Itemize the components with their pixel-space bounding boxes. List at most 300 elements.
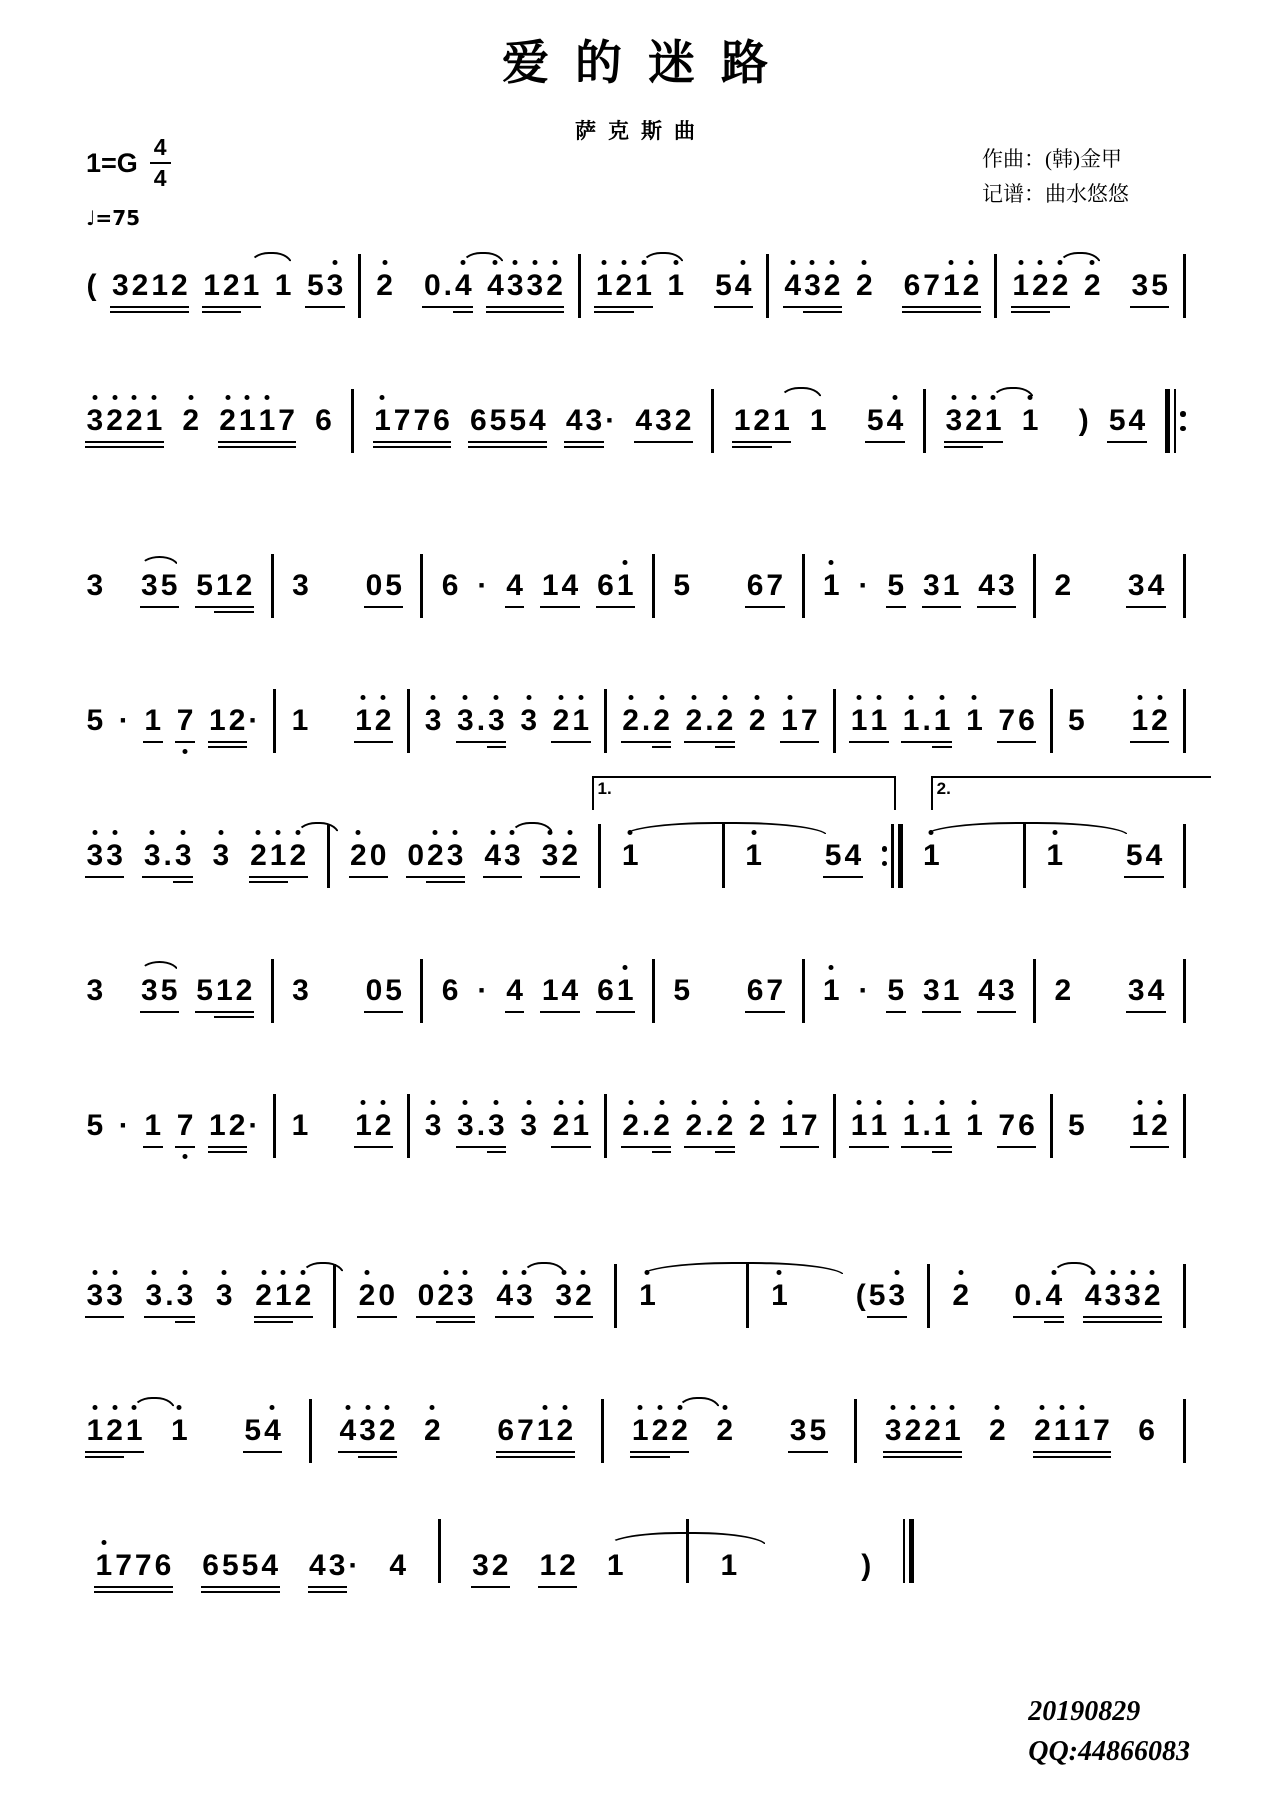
note-group <box>770 1279 790 1313</box>
note-char: 5 <box>809 1414 827 1447</box>
note-group <box>483 839 522 873</box>
octave-dot-high <box>628 695 633 700</box>
note-char: 1 <box>634 269 654 303</box>
note-char: 3 <box>423 704 443 738</box>
note-char: 3 <box>144 1279 164 1313</box>
note-group <box>1033 1414 1112 1448</box>
note-group <box>495 1279 534 1313</box>
note-char: 2 <box>1150 1109 1170 1143</box>
octave-dot-high <box>177 1405 182 1410</box>
note-char: 3 <box>111 269 129 302</box>
octave-dot-high <box>657 1405 662 1410</box>
dash-rest <box>338 1109 341 1143</box>
note-char: 6 <box>441 974 459 1007</box>
note-group <box>181 404 201 438</box>
note-group <box>326 569 329 603</box>
note-group <box>865 404 904 438</box>
octave-dot-high <box>972 1100 977 1105</box>
dash-rest <box>798 1549 801 1583</box>
note-char: 3 <box>554 1279 574 1313</box>
note-char: 2 <box>357 1279 377 1313</box>
bar-stroke <box>652 959 655 1023</box>
note-group <box>672 569 692 603</box>
note-group <box>997 704 1036 738</box>
tie-arc <box>640 1262 845 1276</box>
barline-single <box>420 959 423 1023</box>
octave-dot-high <box>930 1405 935 1410</box>
dash-rest <box>121 974 124 1008</box>
note-char: 6 <box>202 1549 219 1582</box>
note-group <box>788 1414 827 1448</box>
note-group <box>291 569 311 603</box>
octave-dot-high <box>256 830 261 835</box>
note-char: 2 <box>377 1414 397 1448</box>
note-char: · <box>248 1109 259 1142</box>
dash-rest <box>1103 839 1106 873</box>
note-char: 3 <box>445 839 465 873</box>
note-char: 1 <box>869 704 889 738</box>
octave-dot-high <box>276 830 281 835</box>
dash-rest <box>677 1279 680 1313</box>
note-group <box>423 704 443 738</box>
note-char: 1 <box>144 704 162 737</box>
note-char: 5 <box>160 569 178 602</box>
note-group <box>1126 974 1165 1008</box>
note-char: 5 <box>86 704 104 737</box>
note-char: 1 <box>1130 1109 1150 1143</box>
note-char: 1 <box>85 1414 105 1448</box>
octave-dot-high <box>741 260 746 265</box>
note-char: 2 <box>961 269 981 303</box>
octave-dot-high <box>971 395 976 400</box>
octave-dot-high <box>958 1270 963 1275</box>
bar-stroke <box>309 1399 312 1463</box>
parenthesis: ) <box>861 1549 872 1582</box>
note-char: 4 <box>338 1414 358 1448</box>
bar-stroke <box>271 554 274 618</box>
note-char: 5 <box>673 974 690 1007</box>
dash-rest <box>653 1549 656 1583</box>
note-group <box>1083 839 1086 873</box>
note-group <box>965 1109 985 1143</box>
note-group <box>700 839 703 873</box>
barline-single <box>601 1399 604 1463</box>
note-char: 1 <box>144 404 164 438</box>
note-char: 6 <box>1018 704 1035 737</box>
note-group <box>849 1109 888 1143</box>
octave-dot-high <box>92 1270 97 1275</box>
note-char: . <box>476 1109 486 1142</box>
score-line <box>80 764 1192 899</box>
note-char: 1 <box>594 269 614 303</box>
octave-dot-high <box>857 695 862 700</box>
note-char: 2 <box>652 1109 672 1143</box>
barline-single <box>1183 254 1186 318</box>
note-char: 1 <box>821 569 841 603</box>
octave-dot-high <box>151 395 156 400</box>
note-char: 3 <box>1123 1279 1143 1313</box>
note-char: 1 <box>983 404 1003 438</box>
note-group <box>505 974 525 1008</box>
note-char: 1 <box>354 1109 374 1143</box>
octave-dot-high <box>92 1405 97 1410</box>
octave-dot-high <box>225 395 230 400</box>
note-char: 2 <box>560 839 580 873</box>
note-char: 4 <box>1083 1279 1103 1313</box>
barline-single <box>833 1094 836 1158</box>
note-group <box>902 269 981 303</box>
note-char: 1 <box>291 704 309 737</box>
dash-rest <box>338 704 341 738</box>
footer-date: 20190829 <box>1028 1696 1141 1727</box>
note-char: . <box>476 704 486 737</box>
dash-rest <box>726 569 729 603</box>
note-char: 3 <box>423 1109 443 1143</box>
octave-dot-high <box>909 695 914 700</box>
note-char: 1 <box>541 569 559 602</box>
note-char: 1 <box>809 404 827 437</box>
note-char: 4 <box>978 569 995 602</box>
octave-dot-high <box>951 395 956 400</box>
note-group <box>1077 404 1090 438</box>
note-group <box>407 269 410 303</box>
bar-stroke <box>1183 254 1186 318</box>
tie-arc <box>607 1532 767 1546</box>
bar-stroke <box>271 959 274 1023</box>
note-char: 1 <box>535 1414 555 1448</box>
note-group <box>1053 569 1073 603</box>
note-group <box>887 269 890 303</box>
note-group <box>406 839 465 873</box>
tie-arc <box>510 822 554 836</box>
note-group <box>1083 1279 1162 1313</box>
bar-stroke <box>407 689 410 753</box>
note-char: 2 <box>674 404 692 437</box>
dash-rest <box>1115 269 1118 303</box>
octave-dot-high <box>132 395 137 400</box>
octave-dot-high <box>810 260 815 265</box>
note-group <box>620 839 640 873</box>
tie-arc <box>1052 1262 1096 1276</box>
octave-dot-high <box>830 260 835 265</box>
octave-dot-high <box>1130 1270 1135 1275</box>
octave-dot-high <box>581 1270 586 1275</box>
note-char: 2 <box>684 1109 704 1143</box>
dash-rest <box>1057 404 1060 438</box>
note-group <box>338 704 341 738</box>
note-group <box>1124 839 1163 873</box>
note-char: 7 <box>800 1109 818 1142</box>
note-char: 5 <box>509 404 527 437</box>
bar-stroke <box>358 254 361 318</box>
note-char: 3 <box>525 269 545 303</box>
volta-label: 1. <box>597 779 612 798</box>
note-char: 2 <box>1142 1279 1162 1313</box>
note-char: 2 <box>422 1414 442 1448</box>
note-char: 1 <box>237 404 257 438</box>
note-char: 1 <box>151 269 169 302</box>
note-char: 3 <box>85 1279 105 1313</box>
note-char: 1 <box>922 839 942 873</box>
octave-dot-high <box>494 695 499 700</box>
note-group <box>849 704 888 738</box>
note-group <box>1103 839 1106 873</box>
note-group <box>1099 1109 1102 1143</box>
note-char: . <box>443 269 452 302</box>
bar-stroke <box>273 1094 276 1158</box>
note-group <box>85 404 164 438</box>
note-group <box>767 1549 770 1583</box>
note-char: 1 <box>606 1549 624 1582</box>
octave-dot-high <box>526 695 531 700</box>
barline-single <box>309 1399 312 1463</box>
note-group <box>85 704 105 738</box>
barline-single <box>854 1399 857 1463</box>
note-group <box>977 569 1016 603</box>
tempo-marking: ♩=75 <box>86 206 141 230</box>
barline-single <box>802 554 805 618</box>
note-group <box>732 404 791 438</box>
note-group <box>519 704 539 738</box>
note-char: 6 <box>433 404 450 437</box>
bar-stroke <box>1174 389 1177 453</box>
octave-dot-high <box>940 1100 945 1105</box>
tie-arc <box>991 387 1035 401</box>
note-char: 3 <box>585 404 603 437</box>
note-group <box>901 1109 952 1143</box>
note-char: 3 <box>105 839 125 873</box>
dash-rest <box>698 269 701 303</box>
bar-stroke <box>898 824 903 888</box>
barline-single <box>578 254 581 318</box>
note-char: 1 <box>571 1109 591 1143</box>
note-char: 6 <box>154 1549 172 1582</box>
note-group <box>551 704 590 738</box>
bar-stroke <box>1183 1094 1186 1158</box>
octave-dot-high <box>92 830 97 835</box>
note-char: 1 <box>720 1549 738 1582</box>
note-char: 2 <box>555 1414 575 1448</box>
bar-stroke <box>994 254 997 318</box>
note-char: 5 <box>887 974 905 1007</box>
note-char: . <box>1034 1279 1043 1312</box>
note-group <box>468 1414 471 1448</box>
note-group <box>422 1414 442 1448</box>
note-char: . <box>705 1109 714 1142</box>
barline-single <box>598 824 601 888</box>
note-char: · <box>605 404 616 437</box>
note-group <box>243 1414 282 1448</box>
note-group <box>745 974 784 1008</box>
octave-dot-high <box>972 695 977 700</box>
dash-rest <box>700 1279 703 1313</box>
dash-rest <box>802 839 805 873</box>
note-char: 6 <box>597 974 614 1007</box>
dash-rest <box>781 839 784 873</box>
note-group <box>1011 269 1070 303</box>
note-char: 3 <box>472 1549 489 1582</box>
note-char: 0 <box>369 839 387 872</box>
note-char: 1 <box>539 1549 557 1582</box>
note-group <box>714 269 753 303</box>
repeat-dot <box>1180 411 1186 417</box>
note-char: 1 <box>638 1279 658 1313</box>
note-char: 3 <box>86 974 104 1007</box>
note-char: 5 <box>868 1279 886 1312</box>
dash-rest <box>707 974 710 1008</box>
note-group <box>476 569 489 603</box>
note-group <box>854 1279 906 1313</box>
tie-arc <box>1058 252 1102 266</box>
note-char: 2 <box>670 1414 690 1448</box>
note-char: 6 <box>469 404 487 437</box>
dash-rest <box>959 839 962 873</box>
note-char: 5 <box>1151 269 1168 302</box>
note-char: · <box>118 1109 129 1142</box>
note-char: 4 <box>565 404 583 437</box>
note-group <box>208 704 260 738</box>
note-char: 3 <box>292 974 309 1007</box>
note-char: 1 <box>215 974 233 1007</box>
tie-arc <box>461 252 505 266</box>
octave-dot-high <box>361 695 366 700</box>
octave-dot-high <box>1110 1270 1115 1275</box>
note-group <box>305 269 344 303</box>
note-char: 5 <box>196 569 213 602</box>
bar-stroke <box>1183 1264 1186 1328</box>
note-group <box>965 704 985 738</box>
note-char: 4 <box>733 269 753 303</box>
note-char: 1 <box>849 1109 869 1143</box>
octave-dot-high <box>361 1100 366 1105</box>
octave-dot-high <box>857 1100 862 1105</box>
note-char: 7 <box>517 1414 534 1447</box>
note-char: 3 <box>358 1414 378 1448</box>
note-char: 1 <box>124 1414 144 1448</box>
note-char: 2 <box>551 704 571 738</box>
bar-stroke <box>614 1264 617 1328</box>
note-group <box>496 1414 575 1448</box>
note-char: 4 <box>1128 404 1146 437</box>
note-group <box>364 974 403 1008</box>
note-group <box>456 704 507 738</box>
note-char: 4 <box>506 569 523 602</box>
note-group <box>290 704 310 738</box>
note-char: 2 <box>491 1549 509 1582</box>
dash-rest <box>322 1109 325 1143</box>
note-char: 3 <box>456 1109 476 1143</box>
bar-stroke <box>711 389 714 453</box>
tie-arc <box>623 822 828 836</box>
note-char: 4 <box>495 1279 515 1313</box>
note-group <box>117 1109 130 1143</box>
barline-single <box>1033 959 1036 1023</box>
note-char: . <box>705 704 714 737</box>
octave-dot-low <box>183 1154 188 1159</box>
barline-single <box>1183 554 1186 618</box>
note-char: 3 <box>487 1109 507 1143</box>
footer-qq: QQ:44866083 <box>1028 1736 1190 1767</box>
bar-stroke <box>601 1399 604 1463</box>
octave-dot-high <box>526 1100 531 1105</box>
note-group <box>422 269 473 303</box>
note-char: 6 <box>1138 1414 1155 1447</box>
note-group <box>1107 974 1110 1008</box>
octave-dot-high <box>490 830 495 835</box>
note-group <box>1020 404 1040 438</box>
note-char: . <box>922 704 931 737</box>
note-group <box>845 404 848 438</box>
note-group <box>594 269 653 303</box>
note-group <box>143 704 163 738</box>
dash-rest <box>1001 839 1004 873</box>
barline-single <box>994 254 997 318</box>
note-char: 3 <box>1127 974 1145 1007</box>
note-group <box>195 569 254 603</box>
octave-dot-high <box>431 695 436 700</box>
repeat-dot <box>1180 426 1186 432</box>
note-char: 2 <box>105 1414 125 1448</box>
note-char: 5 <box>824 839 842 872</box>
barline-single <box>1183 1399 1186 1463</box>
note-group <box>175 1109 195 1143</box>
note-group <box>1126 569 1165 603</box>
note-group <box>540 569 579 603</box>
note-group <box>142 839 193 873</box>
note-group <box>85 1279 124 1313</box>
footer <box>1028 1692 1190 1772</box>
note-group <box>208 1109 260 1143</box>
note-group <box>959 839 962 873</box>
note-char: 2 <box>951 1279 971 1313</box>
note-char: 7 <box>766 569 784 602</box>
note-group <box>798 1549 801 1583</box>
note-char: 1 <box>169 1414 189 1448</box>
dash-rest <box>1114 1109 1117 1143</box>
note-group <box>564 404 616 438</box>
note-group <box>922 974 961 1008</box>
bar-stroke <box>1183 1399 1186 1463</box>
note-char: 5 <box>241 1549 259 1582</box>
bar-stroke <box>420 959 423 1023</box>
note-char: · <box>477 974 488 1007</box>
note-char: 4 <box>783 269 803 303</box>
note-char: 4 <box>561 569 579 602</box>
note-char: 2 <box>650 1414 670 1448</box>
barline-single <box>1033 554 1036 618</box>
note-char: 1 <box>268 839 288 873</box>
score-line <box>80 899 1192 1034</box>
octave-dot-high <box>790 260 795 265</box>
note-group <box>821 974 841 1008</box>
note-group <box>707 569 710 603</box>
note-char: 4 <box>263 1414 283 1448</box>
note-char: 1 <box>901 1109 921 1143</box>
octave-dot-high <box>1150 1270 1155 1275</box>
octave-dot-high <box>364 1270 369 1275</box>
note-group <box>1066 704 1086 738</box>
note-group <box>808 404 828 438</box>
barline-single <box>273 1094 276 1158</box>
note-char: · <box>477 569 488 602</box>
octave-dot-high <box>722 1100 727 1105</box>
dash-rest <box>700 839 703 873</box>
note-char: 1 <box>733 404 751 437</box>
barline-single <box>927 1264 930 1328</box>
note-char: 3 <box>997 974 1015 1007</box>
dash-rest <box>345 974 348 1008</box>
note-group <box>110 269 189 303</box>
